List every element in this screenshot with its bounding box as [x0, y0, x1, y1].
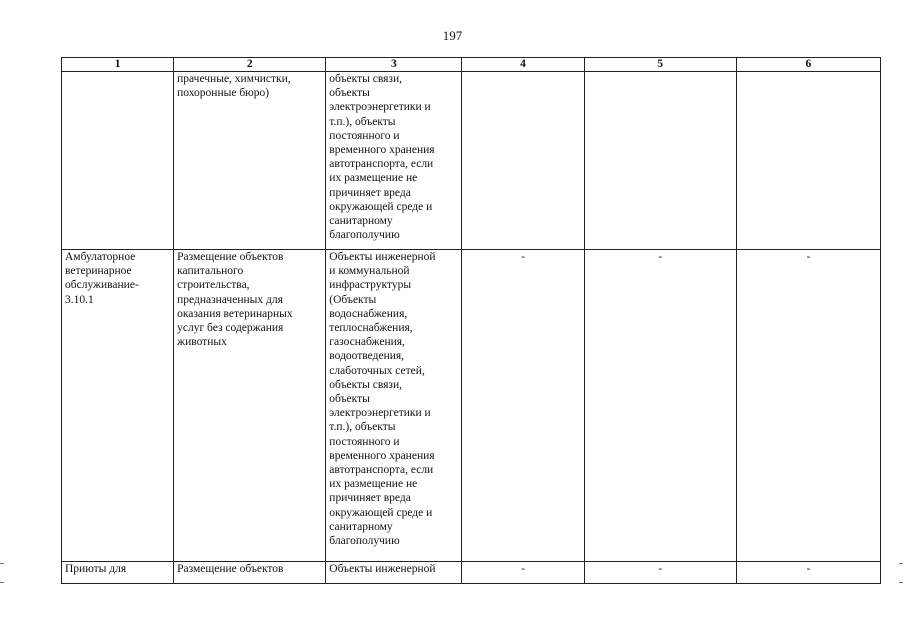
table-cell	[584, 72, 736, 250]
column-header-1: 1	[62, 58, 174, 72]
table-cell: объекты связи, объекты электроэнергетики и т.п.), объекты постоянного и временного хранения автотранспорта, если их размещение не причиняет вреда окружающей среде и санитарному благополучию	[326, 72, 462, 250]
column-header-2: 2	[174, 58, 326, 72]
table-cell: -	[736, 562, 880, 584]
table-cell: -	[736, 250, 880, 562]
table-row	[62, 562, 881, 584]
table-row	[62, 72, 881, 250]
column-header-4: 4	[462, 58, 584, 72]
table-cell: -	[462, 250, 584, 562]
table-cell: Объекты инженерной	[326, 562, 462, 584]
right-margin-mark	[899, 563, 903, 583]
table-cell: -	[584, 562, 736, 584]
column-header-6: 6	[736, 58, 880, 72]
left-margin-mark	[0, 563, 4, 583]
page-number: 197	[442, 28, 463, 43]
table-cell: Амбулаторное ветеринарное обслуживание- 3.10.1	[62, 250, 174, 562]
column-header-3: 3	[326, 58, 462, 72]
column-header-5: 5	[584, 58, 736, 72]
table-cell: прачечные, химчистки, похоронные бюро)	[174, 72, 326, 250]
table-cell: Объекты инженерной и коммунальной инфраструктуры (Объекты водоснабжения, теплоснабжения, газоснабжения, водоотведения, слаботочных сетей, объекты связи, объекты электроэнергетики и т.п.), объекты постоянного и временного хранения автотранспорта, если их размещение не причиняет вреда окружающей среде и санитарному благополучию	[326, 250, 462, 562]
table-cell: -	[584, 250, 736, 562]
table-cell: Приюты для	[62, 562, 174, 584]
land-use-table	[61, 57, 881, 584]
table-cell	[462, 72, 584, 250]
table-cell: Размещение объектов капитального строительства, предназначенных для оказания ветеринарных услуг без содержания животных	[174, 250, 326, 562]
table-cell: -	[462, 562, 584, 584]
table-row	[62, 250, 881, 562]
table-cell: Размещение объектов	[174, 562, 326, 584]
table-cell	[62, 72, 174, 250]
table-cell	[736, 72, 880, 250]
table-header-row	[62, 58, 881, 72]
